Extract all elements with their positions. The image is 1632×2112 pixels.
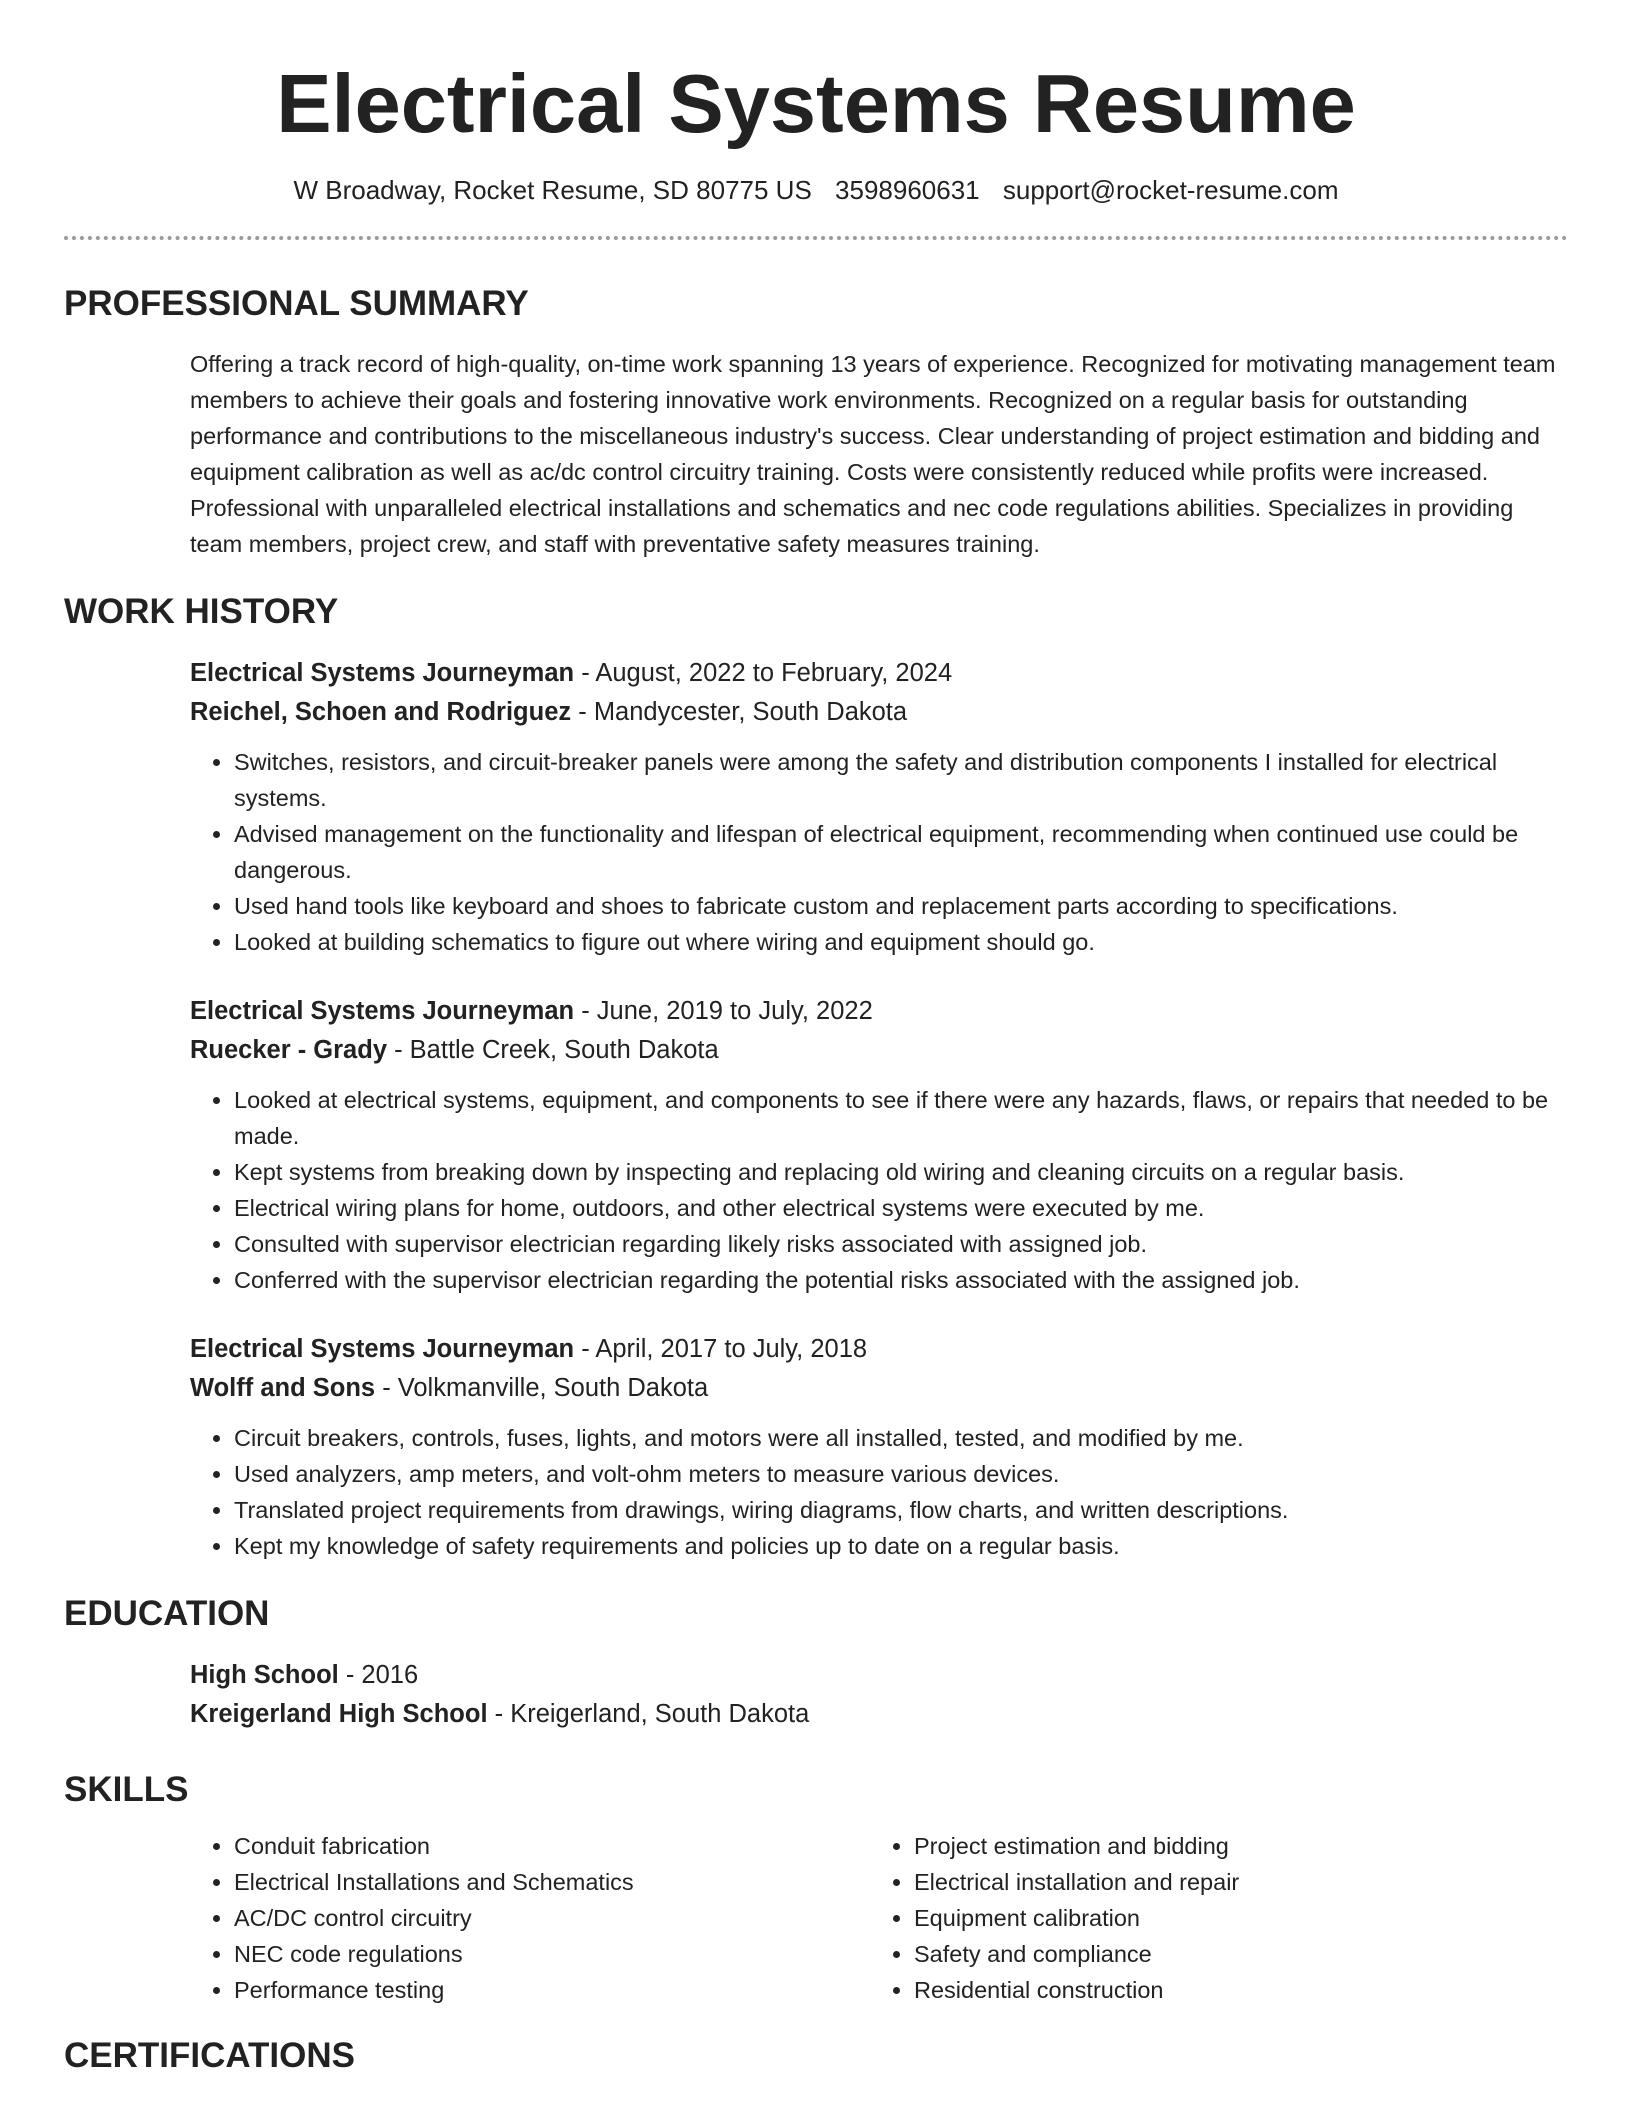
- skills-column-right: [870, 1828, 1550, 2008]
- job-bullet: • Advised management on the functionality and lifespan of electrical equipment, recommending when continued use could be dangerous.: [234, 816, 1568, 888]
- section-title-certifications: CERTIFICATIONS: [64, 2036, 356, 2075]
- skill-item: • Safety and compliance: [914, 1936, 1550, 1972]
- job-bullet: • Translated project requirements from drawings, wiring diagrams, flow charts, and written descriptions.: [234, 1492, 1568, 1528]
- education-school: Kreigerland High School: [190, 1700, 488, 1728]
- education-entry: [190, 1656, 1568, 1734]
- job-role-line: [190, 1330, 1568, 1369]
- section-title-skills: SKILLS: [64, 1770, 189, 1809]
- job-company: Wolff and Sons: [190, 1374, 376, 1402]
- resume-title: Electrical Systems Resume: [276, 57, 1356, 150]
- skill-item: • Conduit fabrication: [234, 1828, 870, 1864]
- job-entry: [190, 992, 1568, 1298]
- skill-item: • AC/DC control circuitry: [234, 1900, 870, 1936]
- contact-phone: 3598960631: [835, 175, 980, 205]
- section-title-work-history: WORK HISTORY: [64, 592, 339, 631]
- job-bullet: • Used analyzers, amp meters, and volt-ohm meters to measure various devices.: [234, 1456, 1568, 1492]
- job-role: Electrical Systems Journeyman: [190, 1335, 575, 1363]
- job-bullet: • Electrical wiring plans for home, outdoors, and other electrical systems were executed by me.: [234, 1190, 1568, 1226]
- job-company-line: [190, 693, 1568, 732]
- skill-item: • Performance testing: [234, 1972, 870, 2008]
- job-bullet: • Kept my knowledge of safety requirements and policies up to date on a regular basis.: [234, 1528, 1568, 1564]
- job-dates: - August, 2022 to February, 2024: [574, 659, 953, 687]
- job-location: - Volkmanville, South Dakota: [375, 1374, 709, 1402]
- resume-page: [64, 0, 1568, 2076]
- job-company: Reichel, Schoen and Rodriguez: [190, 698, 572, 726]
- job-bullet: • Switches, resistors, and circuit-breaker panels were among the safety and distribution components I installed for electrical systems.: [234, 744, 1568, 816]
- job-location: - Battle Creek, South Dakota: [387, 1036, 719, 1064]
- job-entry: [190, 1330, 1568, 1564]
- job-bullet: • Looked at electrical systems, equipment, and components to see if there were any hazards, flaws, or repairs that needed to be made.: [234, 1082, 1568, 1154]
- job-location: - Mandycester, South Dakota: [571, 698, 908, 726]
- job-bullet: • Consulted with supervisor electrician regarding likely risks associated with assigned job.: [234, 1226, 1568, 1262]
- work-history-list: [190, 654, 1568, 1564]
- job-bullet: • Kept systems from breaking down by inspecting and replacing old wiring and cleaning circuits on a regular basis.: [234, 1154, 1568, 1190]
- job-bullets: [190, 1420, 1568, 1564]
- contact-email: support@rocket-resume.com: [1002, 175, 1339, 205]
- education-location: - Kreigerland, South Dakota: [487, 1700, 810, 1728]
- summary-text: Offering a track record of high-quality, on-time work spanning 13 years of experience. Recognized for motivating management team members to achieve their goals and fostering innovative work environments. Recognized on a regular basis for outstanding performance and contributions to the miscellaneous industry's success. Clear understanding of project estimation and bidding and equipment calibration as well as ac/dc control circuitry training. Costs were consistently reduced while profits were increased. Professional with unparalleled electrical installations and schematics and nec code regulations abilities. Specializes in providing team members, project crew, and staff with preventative safety measures training.: [190, 351, 1556, 557]
- contact-line: [64, 174, 1568, 206]
- job-bullet: • Circuit breakers, controls, fuses, lights, and motors were all installed, tested, and modified by me.: [234, 1420, 1568, 1456]
- job-role: Electrical Systems Journeyman: [190, 659, 575, 687]
- job-dates: - April, 2017 to July, 2018: [574, 1335, 868, 1363]
- header-divider: [64, 236, 1568, 240]
- education-degree: High School: [190, 1661, 339, 1689]
- skill-item: • Electrical Installations and Schematics: [234, 1864, 870, 1900]
- job-company: Ruecker - Grady: [190, 1036, 388, 1064]
- section-title-education: EDUCATION: [64, 1594, 270, 1633]
- job-bullet: • Conferred with the supervisor electrician regarding the potential risks associated with the assigned job.: [234, 1262, 1568, 1298]
- job-bullets: [190, 744, 1568, 960]
- skill-item: • Electrical installation and repair: [914, 1864, 1550, 1900]
- job-company-line: [190, 1031, 1568, 1070]
- education-degree-line: [190, 1656, 1568, 1695]
- job-bullets: [190, 1082, 1568, 1298]
- skill-item: • Project estimation and bidding: [914, 1828, 1550, 1864]
- contact-address: W Broadway, Rocket Resume, SD 80775 US: [293, 175, 812, 205]
- job-dates: - June, 2019 to July, 2022: [574, 997, 873, 1025]
- job-role-line: [190, 992, 1568, 1031]
- job-role-line: [190, 654, 1568, 693]
- education-school-line: [190, 1695, 1568, 1734]
- skills-list: [190, 1828, 1568, 2008]
- job-role: Electrical Systems Journeyman: [190, 997, 575, 1025]
- education-year: - 2016: [338, 1661, 419, 1689]
- job-company-line: [190, 1369, 1568, 1408]
- skill-item: • Equipment calibration: [914, 1900, 1550, 1936]
- job-entry: [190, 654, 1568, 960]
- skill-item: • NEC code regulations: [234, 1936, 870, 1972]
- skills-column-left: [190, 1828, 870, 2008]
- skill-item: • Residential construction: [914, 1972, 1550, 2008]
- section-title-summary: PROFESSIONAL SUMMARY: [64, 284, 529, 323]
- job-bullet: • Looked at building schematics to figure out where wiring and equipment should go.: [234, 924, 1568, 960]
- job-bullet: • Used hand tools like keyboard and shoes to fabricate custom and replacement parts according to specifications.: [234, 888, 1568, 924]
